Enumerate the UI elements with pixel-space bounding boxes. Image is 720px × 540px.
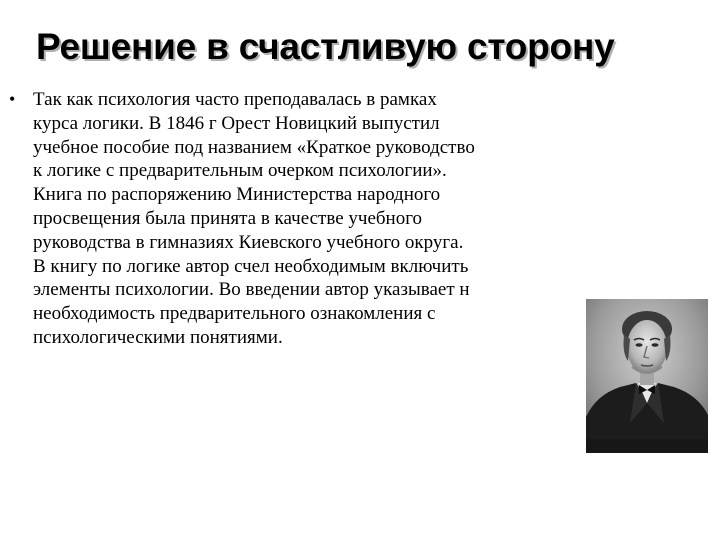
text-line: руководства в гимназиях Киевского учебного округа. [33, 231, 464, 253]
portrait-photo [586, 299, 708, 453]
text-line: Книга по распоряжению Министерства народного [33, 184, 441, 206]
text-line: учебное пособие под названием «Краткое руководство [33, 136, 475, 158]
text-line: В книгу по логике автор счел необходимым включить [33, 255, 469, 277]
bullet-marker: • [9, 89, 16, 109]
text-line: Так как психология часто преподавалась в рамках [33, 89, 437, 110]
text-line: психологическими понятиями. [33, 326, 283, 348]
text-line: необходимость предварительного ознакомления с [33, 303, 436, 325]
text-line: курса логики. В 1846 г Орест Новицкий выпустил [33, 112, 440, 134]
text-line: к логике с предварительным очерком психологии». [33, 160, 447, 182]
bullet-text [33, 88, 613, 350]
text-line: просвещения была принята в качестве учебного [33, 207, 423, 229]
text-line: элементы психологии. Во введении автор указывает н [33, 279, 470, 301]
slide-title: Решение в счастливую сторону [36, 26, 615, 67]
